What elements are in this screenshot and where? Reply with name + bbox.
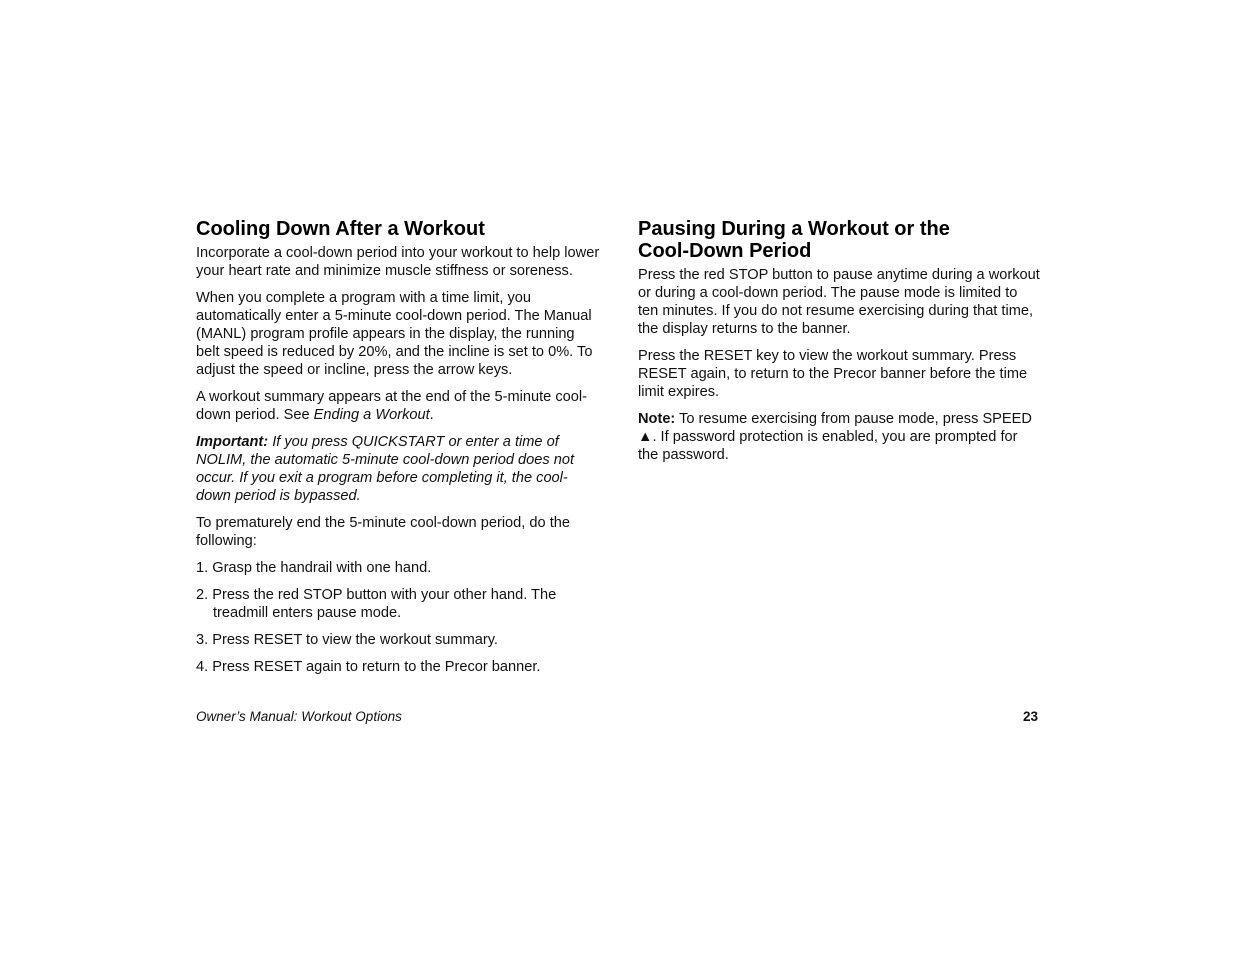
speed-up-arrow-icon: ▲ — [638, 429, 653, 445]
right-column — [638, 218, 1040, 473]
note-text-end: . If password protection is enabled, you are prompted for the password. — [638, 429, 1018, 463]
note-label: Note: — [638, 411, 676, 427]
paragraph-stop-button: Press the red STOP button to pause anytime during a workout or during a cool-down period. The pause mode is limited to ten minutes. If you do not resume exercising during that time, the display returns to the banner. — [638, 267, 1040, 337]
step-2: 2. Press the red STOP button with your other hand. The treadmill enters pause mode. — [196, 587, 557, 621]
paragraph-cool-down-period: When you complete a program with a time limit, you automatically enter a 5-minute cool-down period. The Manual (MANL) program profile appears in the display, the running belt speed is reduced by 20%, and the incline is set to 0%. To adjust the speed or incline, press the arrow keys. — [196, 290, 593, 378]
summary-text-end: . — [429, 407, 434, 423]
page-number: 23 — [1022, 709, 1038, 724]
important-note — [196, 433, 600, 505]
important-text: If you press QUICKSTART or enter a time of NOLIM, the automatic 5-minute cool-down period does not occur. If you exit a program before completing it, the cool-down period is bypassed. — [196, 434, 575, 504]
paragraph-workout-summary — [196, 388, 600, 424]
ending-workout-reference: Ending a Workout — [313, 407, 430, 423]
paragraph-reset-key: Press the RESET key to view the workout summary. Press RESET again, to return to the Precor banner before the time limit expires. — [638, 348, 1028, 400]
footer-title: Owner’s Manual: Workout Options — [196, 709, 402, 724]
important-label: Important: — [196, 434, 269, 450]
paragraph-prematurely-end: To prematurely end the 5-minute cool-down period, do the following: — [196, 515, 570, 549]
left-column — [196, 218, 600, 685]
note-paragraph — [638, 410, 1040, 464]
note-text: To resume exercising from pause mode, press SPEED — [675, 411, 1032, 427]
heading-line-2: Cool-Down Period — [638, 240, 812, 262]
heading-line-1: Pausing During a Workout or the — [638, 218, 950, 240]
step-4: 4. Press RESET again to return to the Precor banner. — [196, 659, 541, 675]
step-1: 1. Grasp the handrail with one hand. — [196, 560, 432, 576]
page-footer — [196, 708, 1040, 728]
summary-text: A workout summary appears at the end of the 5-minute cool-down period. See — [196, 389, 587, 423]
step-3: 3. Press RESET to view the workout summary. — [196, 632, 498, 648]
paragraph-intro: Incorporate a cool-down period into your workout to help lower your heart rate and minimize muscle stiffness or soreness. — [196, 245, 600, 279]
section-heading-pausing — [638, 218, 1040, 262]
section-heading-cooling-down: Cooling Down After a Workout — [196, 218, 485, 240]
